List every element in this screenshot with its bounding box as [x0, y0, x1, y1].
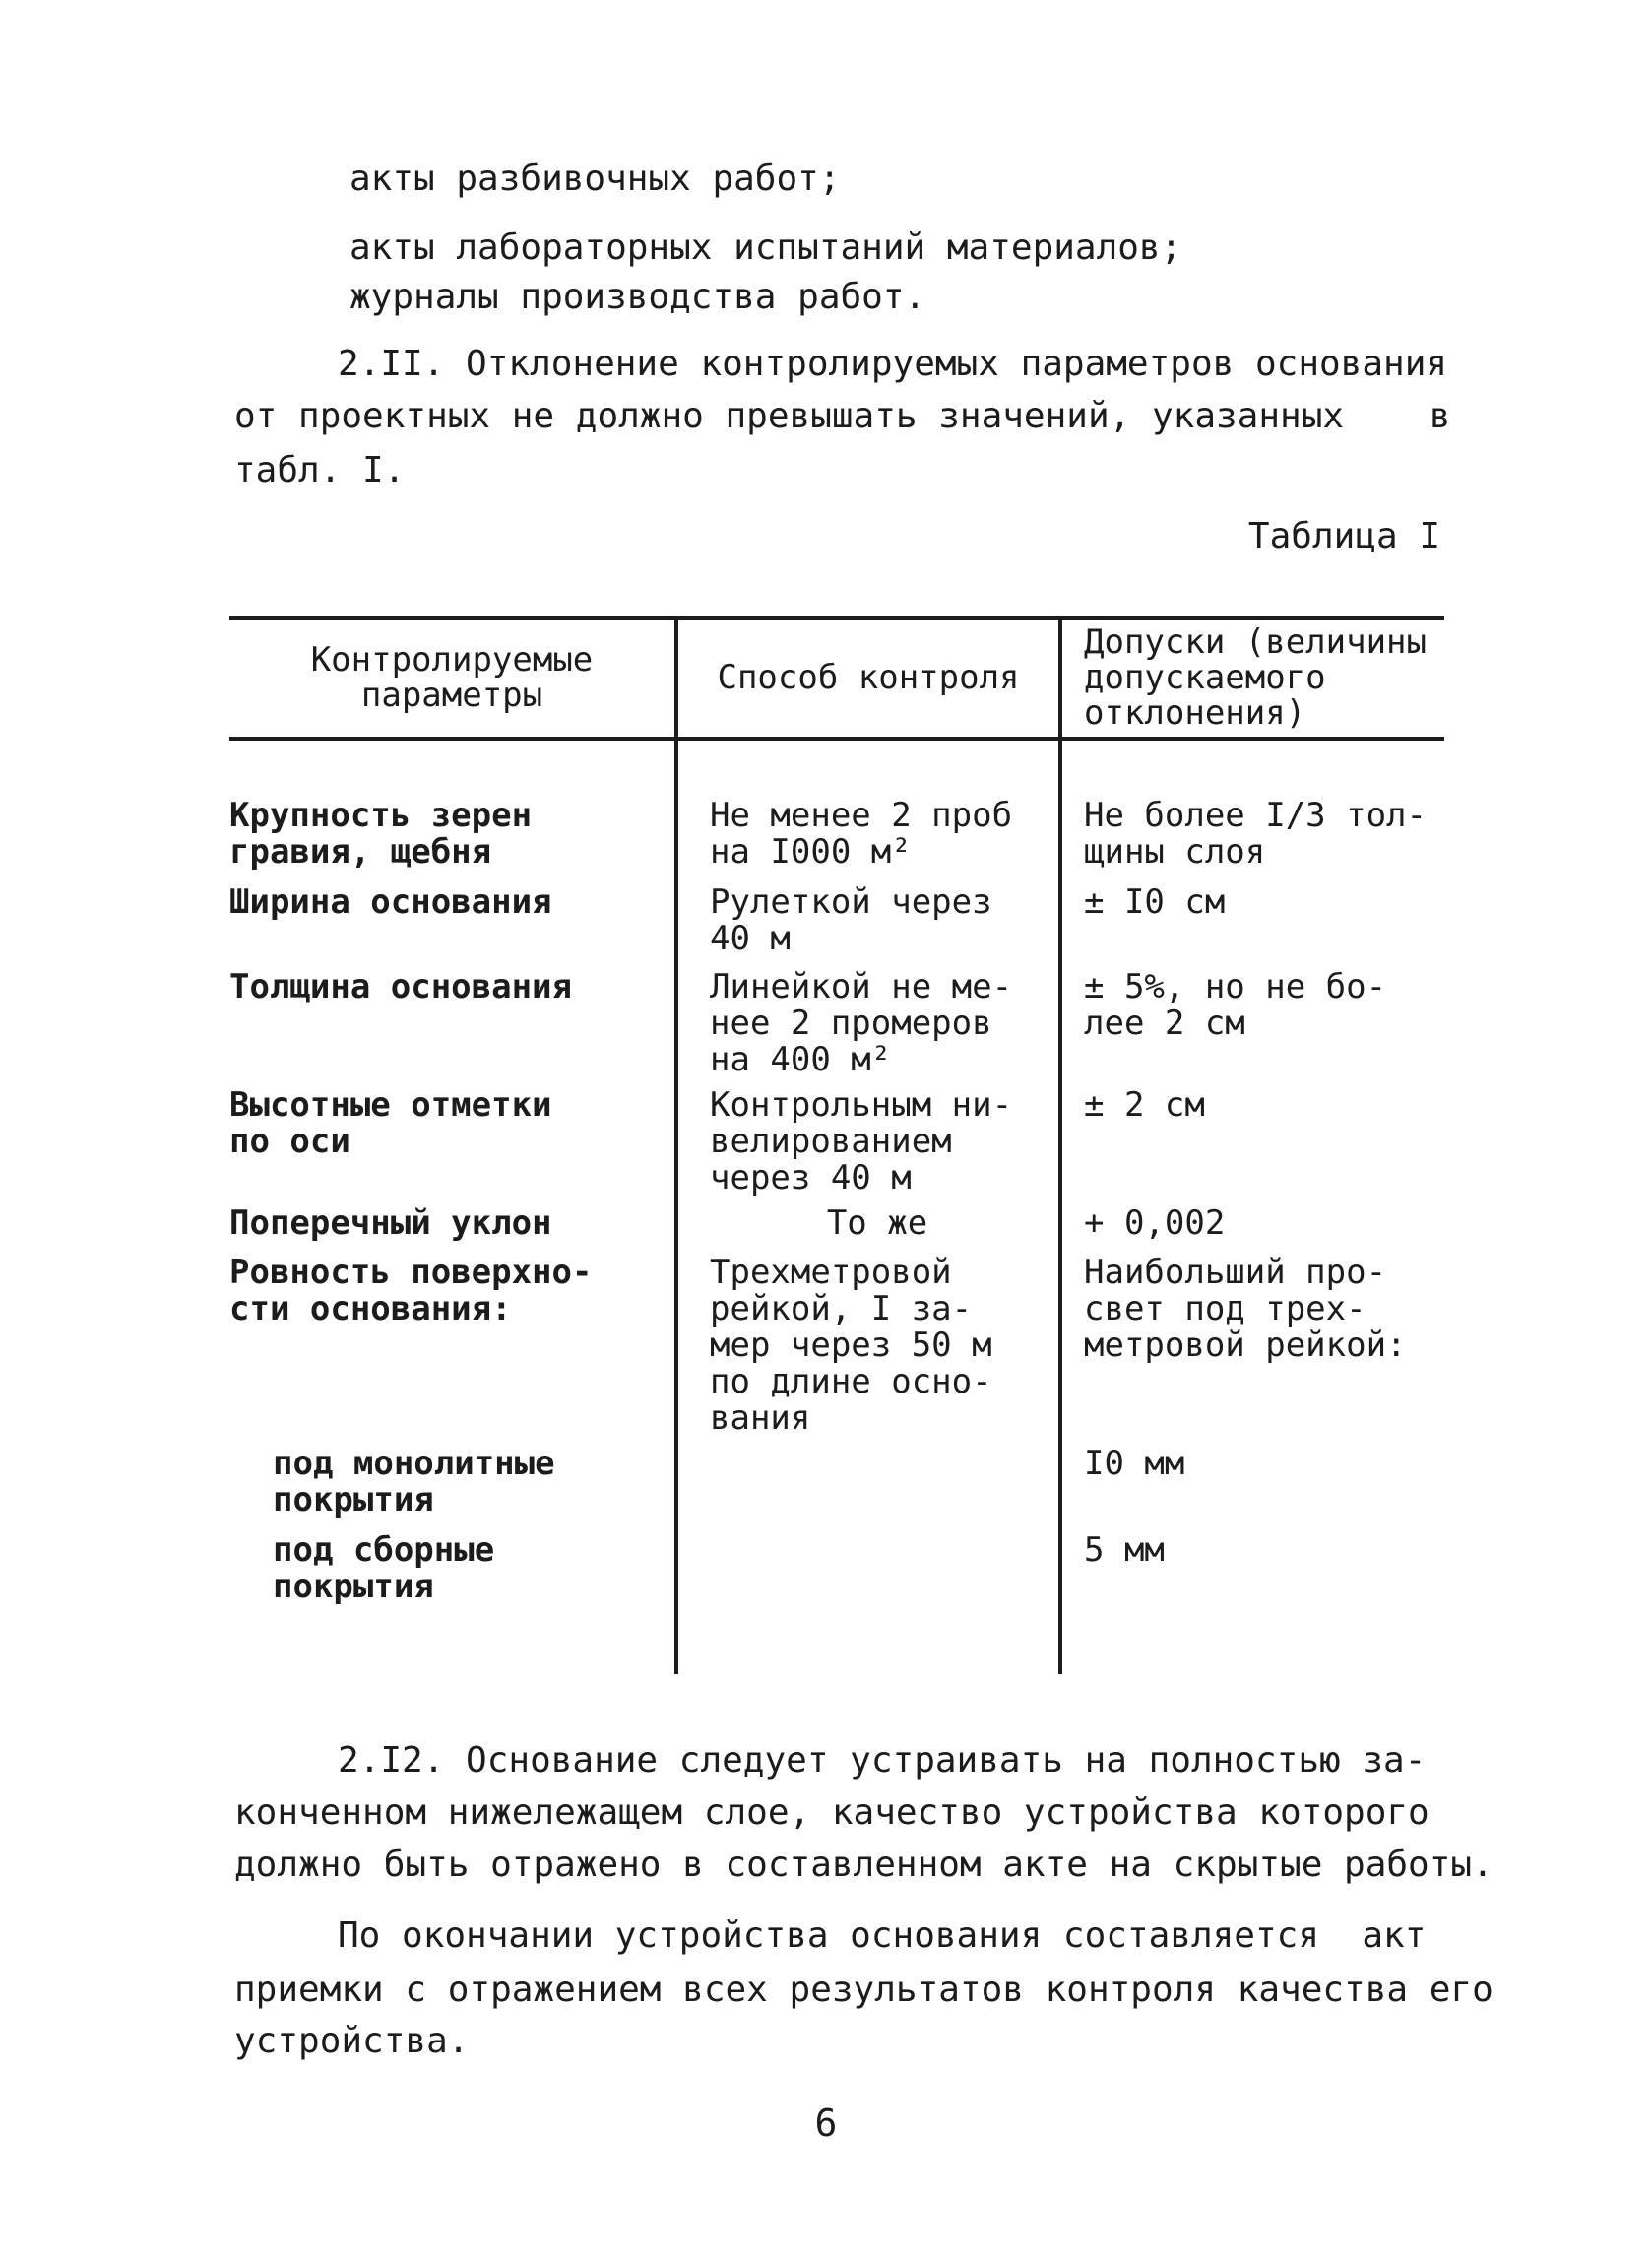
table-cell-param: Толщина основания — [229, 967, 572, 1006]
table-cell-param: Ровность поверхно- сти основания: — [229, 1253, 593, 1328]
header-tolerance: Допуски (величины допускаемого отклонения) — [1084, 622, 1427, 733]
paragraph-final-line: По окончании устройства основания составляется акт — [338, 1915, 1427, 1956]
list-item: журналы производства работ. — [349, 277, 926, 317]
table-cell-tolerance: 5 мм — [1084, 1530, 1165, 1570]
table-cell-method: Рулеткой через 40 м — [710, 882, 992, 958]
page-number: 6 — [814, 2102, 838, 2145]
paragraph-2-11-line: 2.II. Отклонение контролируемых параметров основания — [338, 344, 1448, 384]
table-cell-param: Поперечный уклон — [229, 1203, 552, 1243]
table-cell-param: под монолитные покрытия — [273, 1444, 555, 1520]
list-item: акты разбивочных работ; — [349, 159, 841, 199]
table-caption: Таблица I — [1247, 516, 1440, 556]
paragraph-2-12-line: должно быть отражено в составленном акте на скрытые работы. — [234, 1845, 1493, 1885]
table-cell-method: Трехметровой рейкой, I за- мер через 50 м по длине осно- вания — [710, 1253, 992, 1438]
paragraph-final-line: приемки с отражением всех результатов контроля качества его — [234, 1970, 1493, 2010]
table-cell-tolerance: ± 2 см — [1084, 1085, 1205, 1125]
table-cell-tolerance: I0 мм — [1084, 1444, 1185, 1483]
table-cell-method: Контрольным ни- велированием через 40 м — [710, 1085, 1013, 1198]
table-cell-tolerance: ± I0 см — [1084, 882, 1226, 922]
paragraph-2-12-line: 2.I2. Основание следует устраивать на полностью за- — [338, 1740, 1427, 1781]
table-cell-method: Линейкой не ме- нее 2 промеров на 400 м² — [710, 967, 1013, 1079]
header-parameters: Контролируемые параметры — [310, 640, 594, 715]
table-header-rule — [229, 737, 1444, 741]
column-divider — [1058, 618, 1062, 1674]
paragraph-2-11-line: от проектных не должно превышать значений, указанных в — [234, 396, 1451, 436]
table-cell-method: Не менее 2 проб на I000 м² — [710, 796, 1013, 872]
table-cell-param: Ширина основания — [229, 882, 552, 922]
table-cell-tolerance: + 0,002 — [1084, 1203, 1226, 1243]
table-cell-param: Крупность зерен гравия, щебня — [229, 796, 533, 872]
table-top-rule — [229, 616, 1444, 620]
table-cell-tolerance: Не более I/3 тол- щины слоя — [1084, 796, 1427, 872]
header-method: Способ контроля — [717, 658, 1020, 697]
tolerance-table — [229, 609, 1444, 1674]
table-cell-tolerance: Наибольший про- свет под трех- метровой рейкой: — [1084, 1253, 1407, 1365]
table-cell-param: под сборные покрытия — [273, 1530, 495, 1606]
paragraph-2-11-line: табл. I. — [234, 450, 406, 490]
table-cell-tolerance: ± 5%, но не бо- лее 2 см — [1084, 967, 1387, 1043]
list-item: акты лабораторных испытаний материалов; — [349, 227, 1182, 268]
table-cell-method: То же — [826, 1203, 928, 1243]
table-cell-param: Высотные отметки по оси — [229, 1085, 552, 1161]
paragraph-2-12-line: конченном нижележащем слое, качество устройства которого — [234, 1792, 1430, 1833]
paragraph-final-line: устройства. — [234, 2021, 470, 2061]
